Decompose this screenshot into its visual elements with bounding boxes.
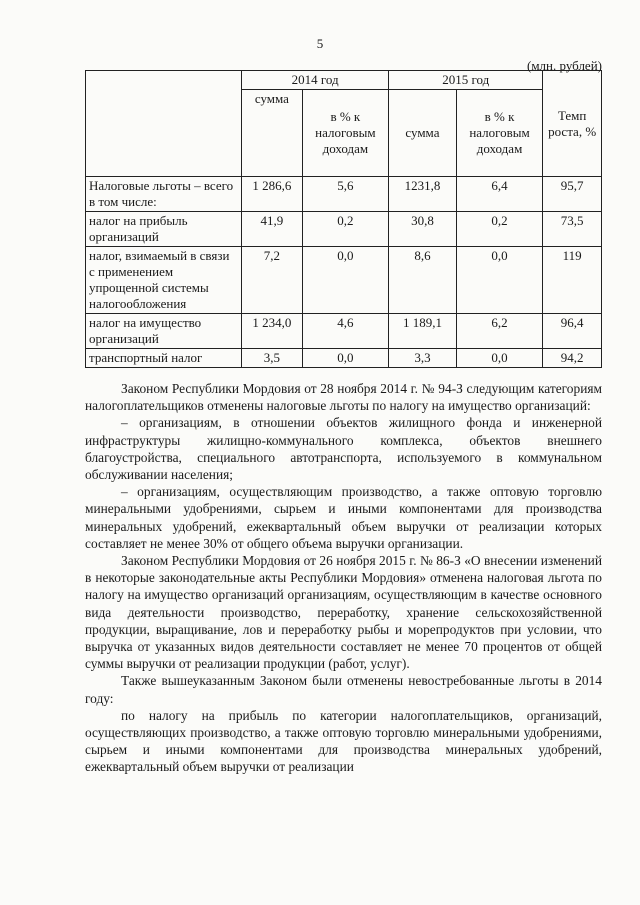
table-row bbox=[86, 212, 602, 247]
growth-cell: 73,5 bbox=[543, 212, 602, 247]
header-pct-2014: в % к налоговым доходам bbox=[302, 90, 388, 177]
growth-cell: 94,2 bbox=[543, 349, 602, 368]
table-row bbox=[86, 314, 602, 349]
sum-2015-cell: 30,8 bbox=[389, 212, 457, 247]
sum-2014-cell: 1 234,0 bbox=[242, 314, 302, 349]
header-pct-2015: в % к налоговым доходам bbox=[456, 90, 542, 177]
units-label: (млн. рублей) bbox=[527, 58, 602, 73]
row-name-cell: налог на прибыль организаций bbox=[86, 212, 242, 247]
pct-2015-cell: 6,4 bbox=[456, 177, 542, 212]
sum-2014-cell: 7,2 bbox=[242, 247, 302, 314]
table-row bbox=[86, 177, 602, 212]
table-body bbox=[86, 177, 602, 368]
header-growth: Темп роста, % bbox=[543, 71, 602, 177]
table-row bbox=[86, 247, 602, 314]
pct-2015-cell: 0,2 bbox=[456, 212, 542, 247]
pct-2015-cell: 6,2 bbox=[456, 314, 542, 349]
pct-2015-cell: 0,0 bbox=[456, 349, 542, 368]
header-sum-2014: сумма bbox=[242, 90, 302, 177]
growth-cell: 119 bbox=[543, 247, 602, 314]
sum-2014-cell: 3,5 bbox=[242, 349, 302, 368]
header-sum-2015: сумма bbox=[389, 90, 457, 177]
row-name-cell: налог на имущество организаций bbox=[86, 314, 242, 349]
growth-cell: 95,7 bbox=[543, 177, 602, 212]
body-text bbox=[85, 380, 602, 776]
paragraph: по налогу на прибыль по категории налогоплательщиков, организаций, осуществляющих производство, а также оптовую торговлю минеральными удобрениями, сырьем и иными компонентами для производства минеральных удобрений, ежеквартальный объем выручки от реализации bbox=[85, 707, 602, 775]
row-name-cell: транспортный налог bbox=[86, 349, 242, 368]
sum-2015-cell: 3,3 bbox=[389, 349, 457, 368]
growth-cell: 96,4 bbox=[543, 314, 602, 349]
pct-2014-cell: 5,6 bbox=[302, 177, 388, 212]
sum-2014-cell: 41,9 bbox=[242, 212, 302, 247]
paragraph: – организациям, в отношении объектов жилищного фонда и инженерной инфраструктуры жилищно-коммунального комплекса, объектов внешнего благоустройства, специального автотранспорта, используемого в коммунальном обслуживании населения; bbox=[85, 415, 602, 483]
pct-2015-cell: 0,0 bbox=[456, 247, 542, 314]
sum-2015-cell: 1 189,1 bbox=[389, 314, 457, 349]
page-number: 5 bbox=[316, 36, 324, 51]
row-name-cell: налог, взимаемый в связи с применением упрощенной системы налогообложения bbox=[86, 247, 242, 314]
sum-2015-cell: 1231,8 bbox=[389, 177, 457, 212]
sum-2014-cell: 1 286,6 bbox=[242, 177, 302, 212]
pct-2014-cell: 0,0 bbox=[302, 247, 388, 314]
table-row bbox=[86, 349, 602, 368]
row-name-cell: Налоговые льготы – всего в том числе: bbox=[86, 177, 242, 212]
tax-benefits-table bbox=[85, 70, 602, 368]
pct-2014-cell: 0,0 bbox=[302, 349, 388, 368]
sum-2015-cell: 8,6 bbox=[389, 247, 457, 314]
pct-2014-cell: 0,2 bbox=[302, 212, 388, 247]
table-header-row bbox=[86, 71, 602, 90]
header-empty-cell bbox=[86, 71, 242, 177]
pct-2014-cell: 4,6 bbox=[302, 314, 388, 349]
paragraph: – организациям, осуществляющим производство, а также оптовую торговлю минеральными удобрениями, сырьем и иными компонентами для производства минеральных удобрений, ежеквартальный объем выручки от реализации которых составляет не менее 30% от общего объема выручки организации. bbox=[85, 484, 602, 551]
paragraph: Также вышеуказанным Законом были отменены невостребованные льготы в 2014 году: bbox=[85, 673, 602, 706]
header-year-2015: 2015 год bbox=[389, 71, 543, 90]
paragraph: Законом Республики Мордовия от 28 ноября 2014 г. № 94-З следующим категориям налогоплательщиков отменены налоговые льготы по налогу на имущество организаций: bbox=[85, 381, 602, 414]
paragraph: Законом Республики Мордовия от 26 ноября 2015 г. № 86-З «О внесении изменений в некоторые законодательные акты Республики Мордовия» отменена налоговая льгота по налогу на имущество организаций организациям, осуществляющим в качестве основного вида деятельности производство, переработку, хранение сельскохозяйственной продукции, выращивание, лов и переработку рыбы и морепродуктов при условии, что выручка от указанных видов деятельности составляет не менее 70 процентов от общей суммы выручки от реализации продукции (работ, услуг). bbox=[85, 553, 602, 672]
header-year-2014: 2014 год bbox=[242, 71, 389, 90]
